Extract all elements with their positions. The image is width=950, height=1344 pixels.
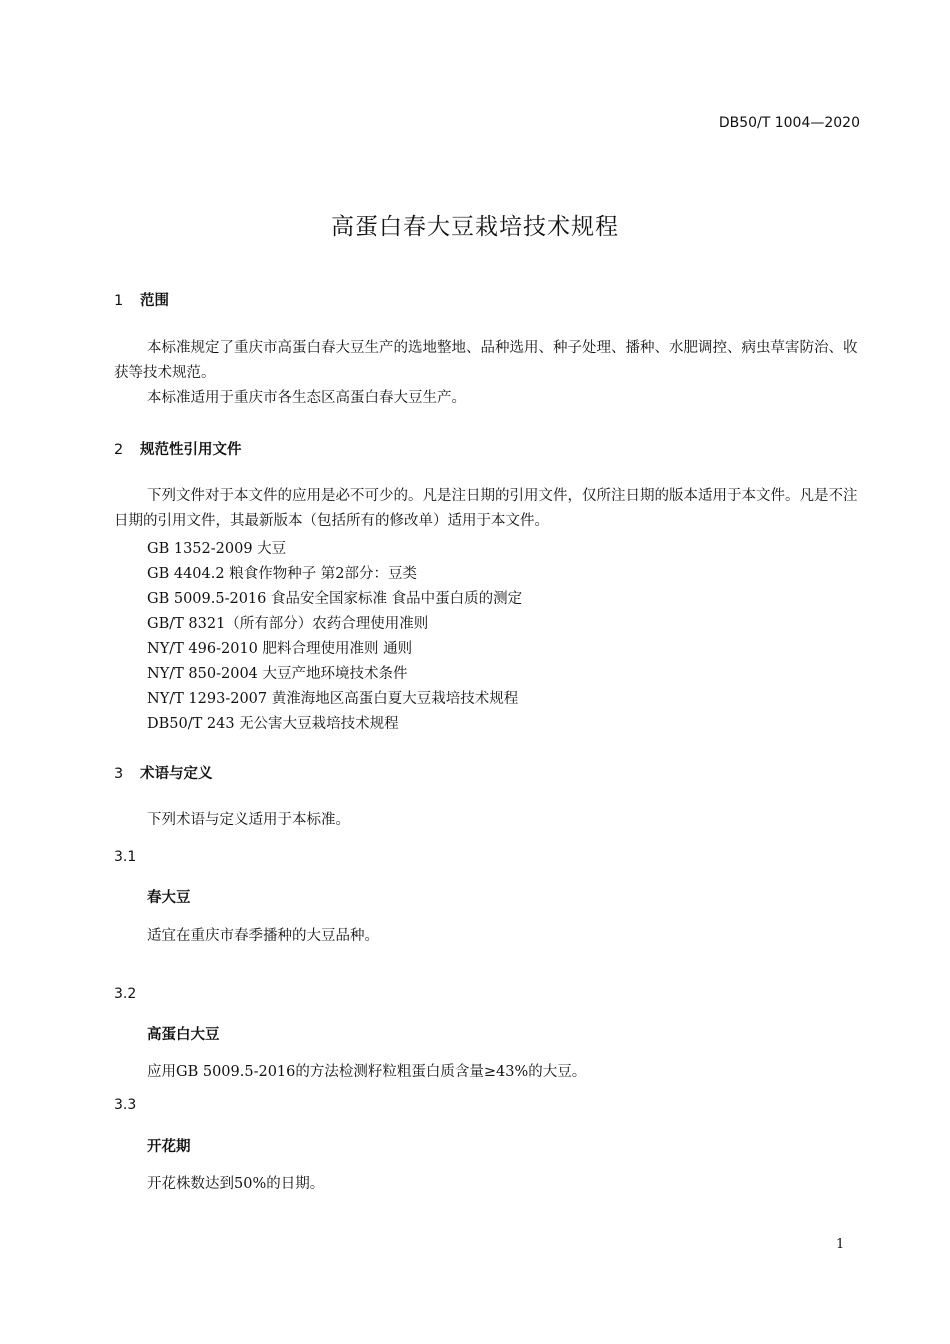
- term-number: 3.2: [114, 986, 137, 1002]
- section-number: 1: [114, 293, 124, 309]
- section-title: 规范性引用文件: [140, 442, 242, 458]
- document-title: 高蛋白春大豆栽培技术规程: [331, 214, 619, 240]
- reference-item: GB 5009.5-2016 食品安全国家标准 食品中蛋白质的测定: [147, 591, 523, 607]
- term-definition: 应用GB 5009.5-2016的方法检测籽粒粗蛋白质含量≥43%的大豆。: [147, 1064, 587, 1080]
- reference-item: NY/T 1293-2007 黄淮海地区高蛋白夏大豆栽培技术规程: [147, 691, 519, 707]
- reference-item: GB 4404.2 粮食作物种子 第2部分：豆类: [147, 566, 418, 582]
- document-id: DB50/T 1004—2020: [718, 115, 860, 131]
- section-heading-terms-definitions: [114, 762, 213, 783]
- section-number: 2: [114, 442, 124, 458]
- section-title: 范围: [140, 293, 169, 309]
- term-number: 3.3: [114, 1097, 137, 1113]
- page-number: 1: [836, 1237, 845, 1252]
- reference-item: NY/T 496-2010 肥料合理使用准则 通则: [147, 641, 413, 657]
- paragraph: 下列文件对于本文件的应用是必不可少的。凡是注日期的引用文件，仅所注日期的版本适用于本文件。凡是不注日期的引用文件，其最新版本（包括所有的修改单）适用于本文件。: [114, 488, 858, 529]
- term-number: 3.1: [114, 849, 137, 865]
- section-number: 3: [114, 766, 124, 782]
- section-heading-scope: [114, 289, 169, 310]
- section-heading-normative-references: [114, 438, 242, 459]
- reference-item: DB50/T 243 无公害大豆栽培技术规程: [147, 716, 399, 732]
- reference-item: NY/T 850-2004 大豆产地环境技术条件: [147, 666, 408, 682]
- paragraph: 下列术语与定义适用于本标准。: [147, 812, 350, 828]
- term-name: 高蛋白大豆: [147, 1027, 220, 1043]
- reference-item: GB 1352-2009 大豆: [147, 541, 287, 557]
- term-name: 开花期: [147, 1139, 191, 1155]
- section-title: 术语与定义: [140, 766, 213, 782]
- term-definition: 开花株数达到50%的日期。: [147, 1176, 325, 1192]
- paragraph: 本标准规定了重庆市高蛋白春大豆生产的选地整地、品种选用、种子处理、播种、水肥调控、病虫草害防治、收获等技术规范。: [114, 340, 858, 381]
- term-definition: 适宜在重庆市春季播种的大豆品种。: [147, 928, 379, 944]
- term-name: 春大豆: [147, 890, 191, 906]
- paragraph: 本标准适用于重庆市各生态区高蛋白春大豆生产。: [147, 390, 466, 406]
- reference-item: GB/T 8321（所有部分）农药合理使用准则: [147, 616, 429, 632]
